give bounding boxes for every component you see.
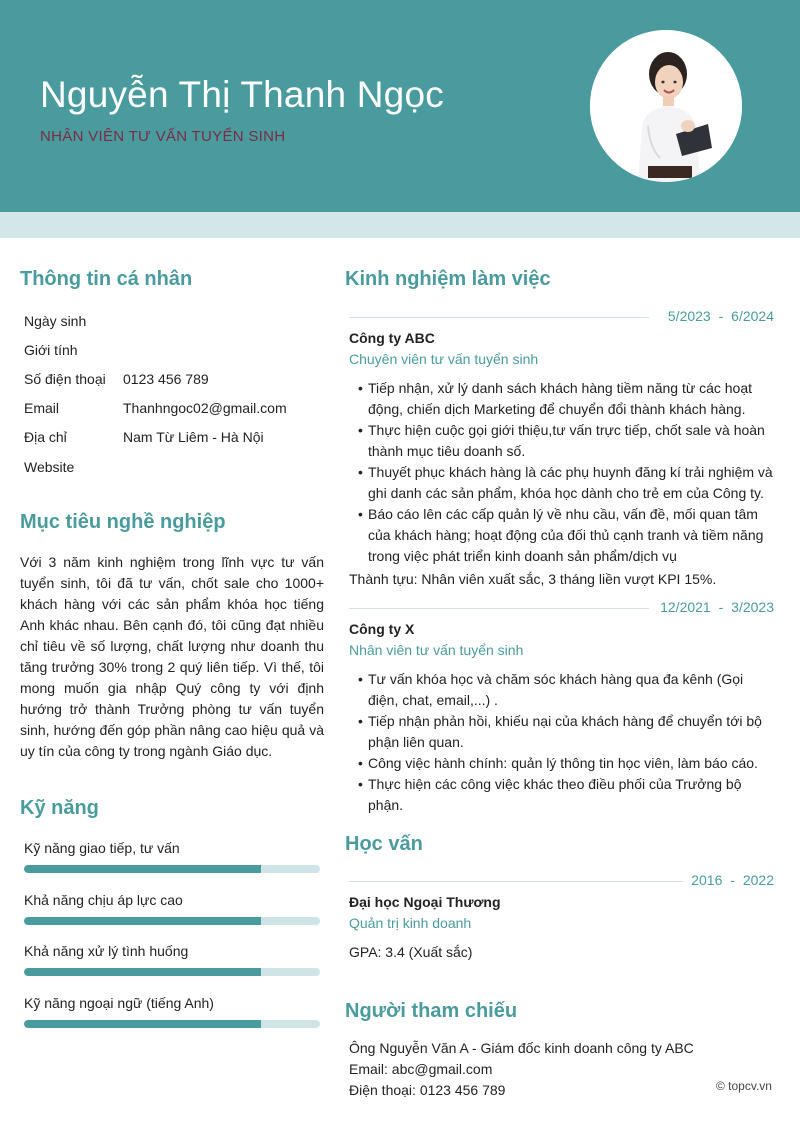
- skill-label: Kỹ năng giao tiếp, tư vấn: [24, 840, 180, 856]
- job-achievement: Thành tựu: Nhân viên xuất sắc, 3 tháng liền vượt KPI 15%.: [349, 571, 717, 587]
- job-duties-list: [356, 378, 776, 567]
- reference-line: Email: abc@gmail.com: [349, 1061, 493, 1077]
- objective-heading: Mục tiêu nghề nghiệp: [20, 511, 226, 533]
- info-label: Giới tính: [24, 341, 78, 358]
- date-divider: [349, 608, 649, 609]
- job-date-range: [652, 599, 774, 615]
- company-name: Công ty ABC: [349, 330, 435, 346]
- reference-line: Điện thoại: 0123 456 789: [349, 1082, 506, 1098]
- job-duties-list: [356, 669, 776, 816]
- education-date-row: [349, 872, 774, 890]
- list-item: • Thuyết phục khách hàng là các phụ huynh đăng kí trải nghiệm và ghi danh các sản phẩm, khóa học dành cho trẻ em của Công ty.: [356, 462, 776, 504]
- skill-bar-fill: [24, 1020, 261, 1028]
- job-position: Nhân viên tư vấn tuyển sinh: [349, 642, 524, 658]
- date-from: 5/2023: [667, 308, 711, 324]
- info-row-website: [24, 452, 324, 481]
- skill-item: [24, 995, 320, 1047]
- list-item: • Báo cáo lên các cấp quản lý về nhu cầu, vấn đề, mối quan tâm của khách hàng; hoạt động của đối thủ cạnh tranh và tiềm năng trong việc phát triển kinh doanh sản phẩm/dịch vụ: [356, 504, 776, 567]
- info-row-phone: [24, 364, 324, 393]
- info-label: Website: [24, 458, 75, 475]
- job-title: NHÂN VIÊN TƯ VẤN TUYỂN SINH: [40, 128, 286, 145]
- avatar: [590, 30, 742, 182]
- personal-info-heading: Thông tin cá nhân: [20, 268, 193, 290]
- info-label: Email: [24, 400, 60, 417]
- info-row-email: [24, 394, 324, 423]
- personal-info-table: [24, 306, 324, 481]
- skills-list: [24, 840, 320, 1046]
- gpa: GPA: 3.4 (Xuất sắc): [349, 944, 473, 960]
- skill-bar: [24, 1020, 320, 1028]
- info-value: 0123 456 789: [123, 370, 209, 387]
- list-item: • Công việc hành chính: quản lý thông tin học viên, làm báo cáo.: [356, 753, 776, 774]
- date-separator: -: [718, 599, 724, 615]
- skill-bar-fill: [24, 968, 261, 976]
- skill-item: [24, 892, 320, 944]
- candidate-name: Nguyễn Thị Thanh Ngọc: [40, 74, 444, 115]
- date-to: 2022: [742, 872, 774, 888]
- references-heading: Người tham chiếu: [345, 1000, 518, 1022]
- job-date-range: [660, 308, 774, 324]
- experience-heading: Kinh nghiệm làm việc: [345, 268, 551, 290]
- info-row-address: [24, 423, 324, 452]
- list-item: • Tiếp nhận, xử lý danh sách khách hàng tiềm năng từ các hoạt động, chiến dịch Marketing để chuyển đổi thành khách hàng.: [356, 378, 776, 420]
- date-divider: [349, 317, 649, 318]
- date-divider: [349, 881, 689, 882]
- skill-bar: [24, 917, 320, 925]
- info-value: Nam Từ Liêm - Hà Nội: [123, 429, 264, 446]
- objective-text: Với 3 năm kinh nghiệm trong lĩnh vực tư vấn tuyển sinh, tôi đã tư vấn, chốt sale cho 1000+ khách hàng với các sản phẩm khóa học tiếng Anh khác nhau. Bên cạnh đó, tôi cũng đạt nhiều chỉ tiêu về số lượng, chất lượng như doanh thu tăng trưởng 30% trong 2 quý liên tiếp. Vì thế, tôi mong muốn gia nhập Quý công ty với định hướng trở thành Trưởng phòng tư vấn tuyển sinh, hướng đến góp phần nâng cao hiệu quả và uy tín của công ty trong ngành Giáo dục.: [20, 554, 324, 759]
- header-band: [0, 212, 800, 238]
- date-from: 12/2021: [660, 599, 711, 615]
- company-name: Công ty X: [349, 621, 415, 637]
- education-date-range: [683, 872, 774, 888]
- skill-bar-fill: [24, 917, 261, 925]
- info-label: Ngày sinh: [24, 312, 87, 329]
- skills-heading: Kỹ năng: [20, 797, 99, 819]
- info-label: Số điện thoại: [24, 370, 106, 387]
- skill-bar-fill: [24, 865, 261, 873]
- list-item: • Tư vấn khóa học và chăm sóc khách hàng qua đa kênh (Gọi điện, chat, email,...) .: [356, 669, 776, 711]
- job-date-row: [349, 599, 774, 617]
- info-label: Địa chỉ: [24, 429, 67, 446]
- list-item: • Thực hiện các công việc khác theo điều phối của Trưởng bộ phận.: [356, 774, 776, 816]
- skill-item: [24, 840, 320, 892]
- major: Quản trị kinh doanh: [349, 915, 472, 931]
- skill-bar: [24, 865, 320, 873]
- date-to: 3/2023: [731, 599, 774, 615]
- info-value: Thanhngoc02@gmail.com: [123, 400, 287, 417]
- reference-line: Ông Nguyễn Văn A - Giám đốc kinh doanh công ty ABC: [349, 1040, 694, 1056]
- job-date-row: [349, 308, 774, 326]
- job-position: Chuyên viên tư vấn tuyển sinh: [349, 351, 539, 367]
- skill-item: [24, 943, 320, 995]
- skill-label: Khả năng xử lý tình huống: [24, 943, 189, 959]
- date-from: 2016: [691, 872, 723, 888]
- watermark: © topcv.vn: [716, 1079, 772, 1093]
- info-row-birthdate: [24, 306, 324, 335]
- skill-label: Khả năng chịu áp lực cao: [24, 891, 183, 908]
- profile-photo-icon: [590, 30, 742, 182]
- info-row-gender: [24, 335, 324, 364]
- date-separator: -: [730, 872, 735, 888]
- date-separator: -: [718, 308, 724, 324]
- school-name: Đại học Ngoại Thương: [349, 894, 501, 910]
- skill-label: Kỹ năng ngoại ngữ (tiếng Anh): [24, 994, 214, 1011]
- skill-bar: [24, 968, 320, 976]
- date-to: 6/2024: [731, 308, 774, 324]
- list-item: • Tiếp nhận phản hồi, khiếu nại của khách hàng để chuyển tới bộ phận liên quan.: [356, 711, 776, 753]
- list-item: • Thực hiện cuộc gọi giới thiệu,tư vấn trực tiếp, chốt sale và hoàn thành mục tiêu doanh số.: [356, 420, 776, 462]
- education-heading: Học vấn: [345, 833, 423, 855]
